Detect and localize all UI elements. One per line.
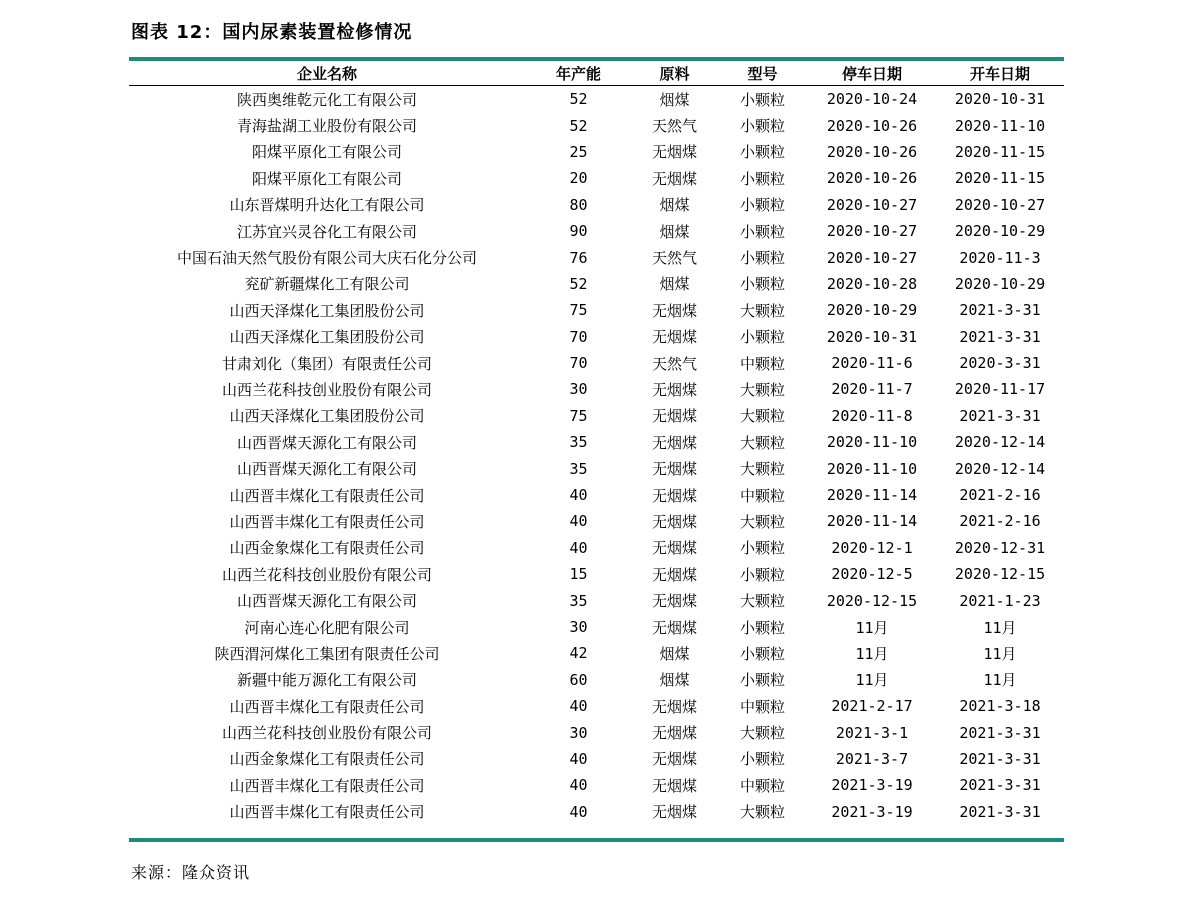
capacity-cell: 52 <box>569 116 588 135</box>
feedstock-cell: 烟煤 <box>659 671 690 690</box>
table-row <box>129 192 1064 218</box>
capacity-cell: 25 <box>569 142 588 161</box>
shutdown-date-cell: 2020-10-27 <box>826 248 918 267</box>
table-row <box>129 350 1064 376</box>
shutdown-date-cell: 2021-2-17 <box>831 697 913 716</box>
feedstock-cell: 无烟煤 <box>651 565 697 584</box>
table-row <box>129 508 1064 534</box>
capacity-cell: 52 <box>569 90 588 109</box>
feedstock-cell: 无烟煤 <box>651 380 697 399</box>
shutdown-date-cell: 2021-3-19 <box>831 776 913 795</box>
feedstock-cell: 无烟煤 <box>651 724 697 743</box>
granule-type-cell: 小颗粒 <box>739 196 785 215</box>
company-cell: 山西晋丰煤化工有限责任公司 <box>229 512 425 531</box>
feedstock-cell: 天然气 <box>651 354 697 373</box>
granule-type-cell: 小颗粒 <box>739 90 785 109</box>
capacity-cell: 76 <box>569 248 588 267</box>
table-row <box>129 772 1064 798</box>
restart-date-cell: 2020-10-29 <box>954 222 1046 241</box>
shutdown-date-cell: 2020-10-29 <box>826 301 918 320</box>
company-cell: 山西兰花科技创业股份有限公司 <box>221 565 432 584</box>
company-cell: 新疆中能万源化工有限公司 <box>236 671 417 690</box>
shutdown-date-cell: 2020-11-10 <box>826 459 918 478</box>
granule-type-cell: 中颗粒 <box>739 486 785 505</box>
shutdown-date-cell: 2020-10-31 <box>826 327 918 346</box>
feedstock-cell: 天然气 <box>651 117 697 136</box>
source-note: 来源：隆众资讯 <box>131 863 251 882</box>
capacity-cell: 30 <box>569 618 588 636</box>
granule-type-cell: 大颗粒 <box>739 724 785 743</box>
table-row <box>129 112 1064 138</box>
feedstock-cell: 烟煤 <box>659 275 690 294</box>
table-bottom-rule <box>129 838 1064 842</box>
capacity-cell: 60 <box>569 670 588 689</box>
restart-date-cell: 2021-1-23 <box>959 591 1041 610</box>
feedstock-cell: 无烟煤 <box>651 407 697 426</box>
capacity-cell: 80 <box>569 195 588 214</box>
capacity-cell: 40 <box>569 512 588 531</box>
restart-date-cell: 2020-12-15 <box>954 565 1046 584</box>
table-row <box>129 614 1064 640</box>
granule-type-cell: 大颗粒 <box>739 433 785 452</box>
shutdown-date-cell: 2020-11-14 <box>826 512 918 531</box>
company-cell: 江苏宜兴灵谷化工有限公司 <box>236 222 417 241</box>
company-cell: 山西晋丰煤化工有限责任公司 <box>229 486 425 505</box>
shutdown-date-cell: 2020-10-26 <box>826 116 918 135</box>
table-row <box>129 535 1064 561</box>
capacity-cell: 42 <box>569 644 588 663</box>
granule-type-cell: 中颗粒 <box>739 697 785 716</box>
restart-date-cell: 2021-2-16 <box>959 512 1041 531</box>
restart-date-cell: 2020-12-14 <box>954 459 1046 478</box>
restart-date-cell: 2021-3-31 <box>959 802 1041 821</box>
company-cell: 山西天泽煤化工集团股份公司 <box>229 328 425 347</box>
granule-type-cell: 小颗粒 <box>739 565 785 584</box>
shutdown-date-cell: 2020-11-8 <box>831 406 913 425</box>
capacity-cell: 40 <box>569 802 588 821</box>
shutdown-date-cell: 2020-10-26 <box>826 169 918 188</box>
company-cell: 山西晋煤天源化工有限公司 <box>236 433 417 452</box>
restart-date-cell: 2020-11-15 <box>954 142 1046 161</box>
granule-type-cell: 小颗粒 <box>739 169 785 188</box>
shutdown-date-cell: 2020-12-15 <box>826 591 918 610</box>
header-capacity: 年产能 <box>525 61 632 86</box>
shutdown-date-cell: 2020-11-10 <box>826 433 918 452</box>
feedstock-cell: 无烟煤 <box>651 143 697 162</box>
restart-date-cell: 2020-11-3 <box>959 248 1041 267</box>
shutdown-date-cell: 11月 <box>855 618 889 637</box>
granule-type-cell: 小颗粒 <box>739 143 785 162</box>
granule-type-cell: 大颗粒 <box>739 512 785 531</box>
granule-type-cell: 大颗粒 <box>739 592 785 611</box>
restart-date-cell: 2021-3-31 <box>959 327 1041 346</box>
feedstock-cell: 无烟煤 <box>651 592 697 611</box>
shutdown-date-cell: 2020-10-26 <box>826 142 918 161</box>
shutdown-date-cell: 2021-3-19 <box>831 802 913 821</box>
company-cell: 青海盐湖工业股份有限公司 <box>236 117 417 136</box>
header-company: 企业名称 <box>129 61 525 86</box>
company-cell: 兖矿新疆煤化工有限公司 <box>244 275 410 294</box>
capacity-cell: 70 <box>569 354 588 373</box>
feedstock-cell: 无烟煤 <box>651 512 697 531</box>
shutdown-date-cell: 2020-10-27 <box>826 222 918 241</box>
restart-date-cell: 2020-12-14 <box>954 433 1046 452</box>
restart-date-cell: 2021-3-31 <box>959 301 1041 320</box>
table-row <box>129 587 1064 613</box>
capacity-cell: 40 <box>569 538 588 557</box>
capacity-cell: 75 <box>569 406 588 425</box>
restart-date-cell: 2020-11-17 <box>954 380 1046 399</box>
table-row <box>129 640 1064 666</box>
restart-date-cell: 2020-11-10 <box>954 116 1046 135</box>
capacity-cell: 30 <box>569 380 588 399</box>
table-row <box>129 693 1064 719</box>
header-restart-date: 开车日期 <box>936 61 1064 86</box>
company-cell: 陕西奥维乾元化工有限公司 <box>236 90 417 109</box>
restart-date-cell: 2021-3-18 <box>959 697 1041 716</box>
table-row <box>129 482 1064 508</box>
granule-type-cell: 大颗粒 <box>739 460 785 479</box>
granule-type-cell: 小颗粒 <box>739 644 785 663</box>
feedstock-cell: 无烟煤 <box>651 539 697 558</box>
company-cell: 甘肃刘化（集团）有限责任公司 <box>221 354 432 373</box>
restart-date-cell: 2020-11-15 <box>954 169 1046 188</box>
company-cell: 山西兰花科技创业股份有限公司 <box>221 380 432 399</box>
granule-type-cell: 小颗粒 <box>739 275 785 294</box>
feedstock-cell: 无烟煤 <box>651 460 697 479</box>
table-row <box>129 244 1064 270</box>
granule-type-cell: 大颗粒 <box>739 380 785 399</box>
granule-type-cell: 中颗粒 <box>739 776 785 795</box>
shutdown-date-cell: 2020-10-27 <box>826 195 918 214</box>
table-header-row <box>129 61 1064 86</box>
company-cell: 山西晋煤天源化工有限公司 <box>236 460 417 479</box>
table-row <box>129 139 1064 165</box>
capacity-cell: 40 <box>569 697 588 716</box>
company-cell: 山西晋丰煤化工有限责任公司 <box>229 697 425 716</box>
table-row <box>129 667 1064 693</box>
maintenance-table <box>129 61 1064 825</box>
granule-type-cell: 小颗粒 <box>739 618 785 637</box>
capacity-cell: 40 <box>569 486 588 505</box>
granule-type-cell: 小颗粒 <box>739 222 785 241</box>
company-cell: 中国石油天然气股份有限公司大庆石化分公司 <box>176 249 477 268</box>
restart-date-cell: 2021-3-31 <box>959 406 1041 425</box>
header-feedstock: 原料 <box>632 61 717 86</box>
company-cell: 山西晋煤天源化工有限公司 <box>236 592 417 611</box>
table-row <box>129 799 1064 825</box>
granule-type-cell: 大颗粒 <box>739 301 785 320</box>
feedstock-cell: 无烟煤 <box>651 328 697 347</box>
shutdown-date-cell: 2020-11-7 <box>831 380 913 399</box>
company-cell: 山西金象煤化工有限责任公司 <box>229 539 425 558</box>
shutdown-date-cell: 2020-10-24 <box>826 90 918 109</box>
header-granule-type: 型号 <box>717 61 808 86</box>
table-body <box>129 86 1064 825</box>
restart-date-cell: 2020-12-31 <box>954 538 1046 557</box>
feedstock-cell: 无烟煤 <box>651 750 697 769</box>
feedstock-cell: 无烟煤 <box>651 169 697 188</box>
shutdown-date-cell: 2020-11-14 <box>826 486 918 505</box>
granule-type-cell: 大颗粒 <box>739 803 785 822</box>
restart-date-cell: 2020-10-29 <box>954 274 1046 293</box>
company-cell: 山西晋丰煤化工有限责任公司 <box>229 776 425 795</box>
capacity-cell: 52 <box>569 274 588 293</box>
table-row <box>129 455 1064 481</box>
table-row <box>129 218 1064 244</box>
feedstock-cell: 烟煤 <box>659 90 690 109</box>
shutdown-date-cell: 11月 <box>855 671 889 690</box>
restart-date-cell: 11月 <box>983 671 1017 690</box>
granule-type-cell: 小颗粒 <box>739 328 785 347</box>
shutdown-date-cell: 2021-3-7 <box>835 749 909 768</box>
granule-type-cell: 中颗粒 <box>739 354 785 373</box>
feedstock-cell: 无烟煤 <box>651 433 697 452</box>
capacity-cell: 70 <box>569 327 588 346</box>
table-row <box>129 719 1064 745</box>
shutdown-date-cell: 2020-12-1 <box>831 538 913 557</box>
table-row <box>129 271 1064 297</box>
granule-type-cell: 小颗粒 <box>739 750 785 769</box>
company-cell: 河南心连心化肥有限公司 <box>244 618 410 637</box>
restart-date-cell: 11月 <box>983 644 1017 663</box>
restart-date-cell: 2020-10-31 <box>954 90 1046 109</box>
feedstock-cell: 无烟煤 <box>651 486 697 505</box>
capacity-cell: 35 <box>569 459 588 478</box>
figure-title: 图表 12：国内尿素装置检修情况 <box>131 22 413 43</box>
capacity-cell: 20 <box>569 169 588 188</box>
granule-type-cell: 大颗粒 <box>739 407 785 426</box>
company-cell: 山西晋丰煤化工有限责任公司 <box>229 803 425 822</box>
table-row <box>129 376 1064 402</box>
capacity-cell: 30 <box>569 723 588 742</box>
shutdown-date-cell: 11月 <box>855 644 889 663</box>
company-cell: 阳煤平原化工有限公司 <box>251 143 402 162</box>
company-cell: 阳煤平原化工有限公司 <box>251 169 402 188</box>
restart-date-cell: 2021-3-31 <box>959 749 1041 768</box>
restart-date-cell: 11月 <box>983 618 1017 637</box>
shutdown-date-cell: 2020-11-6 <box>831 354 913 373</box>
table-row <box>129 324 1064 350</box>
feedstock-cell: 烟煤 <box>659 644 690 663</box>
capacity-cell: 35 <box>569 591 588 610</box>
granule-type-cell: 小颗粒 <box>739 539 785 558</box>
table-row <box>129 746 1064 772</box>
company-cell: 山西天泽煤化工集团股份公司 <box>229 301 425 320</box>
feedstock-cell: 无烟煤 <box>651 776 697 795</box>
feedstock-cell: 无烟煤 <box>651 697 697 716</box>
feedstock-cell: 烟煤 <box>659 196 690 215</box>
granule-type-cell: 小颗粒 <box>739 117 785 136</box>
company-cell: 山西金象煤化工有限责任公司 <box>229 750 425 769</box>
restart-date-cell: 2021-2-16 <box>959 486 1041 505</box>
table-row <box>129 403 1064 429</box>
restart-date-cell: 2021-3-31 <box>959 776 1041 795</box>
company-cell: 山西兰花科技创业股份有限公司 <box>221 724 432 743</box>
granule-type-cell: 小颗粒 <box>739 671 785 690</box>
restart-date-cell: 2020-10-27 <box>954 195 1046 214</box>
company-cell: 山西天泽煤化工集团股份公司 <box>229 407 425 426</box>
feedstock-cell: 无烟煤 <box>651 301 697 320</box>
capacity-cell: 15 <box>569 565 588 584</box>
granule-type-cell: 小颗粒 <box>739 249 785 268</box>
shutdown-date-cell: 2021-3-1 <box>835 723 909 742</box>
capacity-cell: 75 <box>569 301 588 320</box>
feedstock-cell: 无烟煤 <box>651 618 697 637</box>
feedstock-cell: 无烟煤 <box>651 803 697 822</box>
header-shutdown-date: 停车日期 <box>808 61 936 86</box>
feedstock-cell: 天然气 <box>651 249 697 268</box>
table-row <box>129 165 1064 191</box>
table-row <box>129 561 1064 587</box>
restart-date-cell: 2020-3-31 <box>959 354 1041 373</box>
table-row <box>129 429 1064 455</box>
capacity-cell: 40 <box>569 776 588 795</box>
table-row <box>129 297 1064 323</box>
shutdown-date-cell: 2020-12-5 <box>831 565 913 584</box>
capacity-cell: 35 <box>569 433 588 452</box>
feedstock-cell: 烟煤 <box>659 222 690 241</box>
company-cell: 陕西渭河煤化工集团有限责任公司 <box>214 644 440 663</box>
capacity-cell: 90 <box>569 222 588 241</box>
company-cell: 山东晋煤明升达化工有限公司 <box>229 196 425 215</box>
shutdown-date-cell: 2020-10-28 <box>826 274 918 293</box>
table-row <box>129 86 1064 113</box>
capacity-cell: 40 <box>569 749 588 768</box>
restart-date-cell: 2021-3-31 <box>959 723 1041 742</box>
